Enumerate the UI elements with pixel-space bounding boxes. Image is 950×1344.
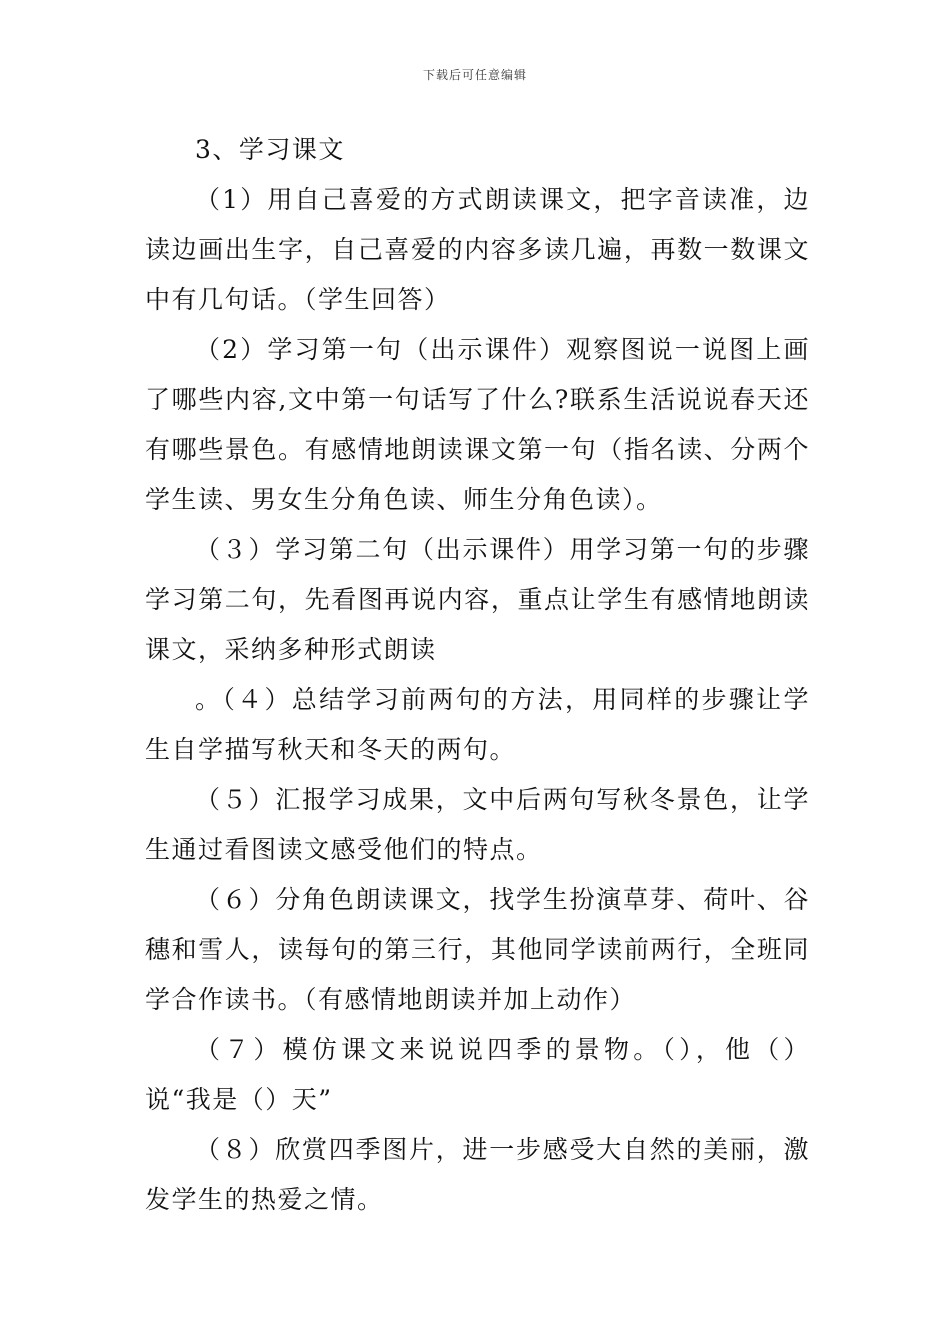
paragraph-step-1: （1）用自己喜爱的方式朗读课文，把字音读准，边读边画出生字，自己喜爱的内容多读几遍，再数一数课文中有几句话。（学生回答） [145, 185, 810, 314]
paragraph-step-6: （６）分角色朗读课文，找学生扮演草芽、荷叶、谷穗和雪人，读每句的第三行，其他同学读前两行，全班同学合作读书。（有感情地朗读并加上动作） [145, 885, 810, 1014]
section-heading: 3、学习课文 [195, 135, 345, 164]
document-body [145, 125, 810, 1225]
paragraph-step-3: （３）学习第二句（出示课件）用学习第一句的步骤学习第二句，先看图再说内容，重点让学生有感情地朗读课文，采纳多种形式朗读 [145, 535, 810, 664]
paragraph-step-7: （７）模仿课文来说说四季的景物。（），他（）说“我是（）天” [145, 1035, 810, 1114]
paragraph-step-2: （2）学习第一句（出示课件）观察图说一说图上画了哪些内容,文中第一句话写了什么?联系生活说说春天还有哪些景色。有感情地朗读课文第一句（指名读、分两个学生读、男女生分角色读、师生分角色读）。 [145, 335, 810, 514]
paragraph-step-4: 。（４）总结学习前两句的方法，用同样的步骤让学生自学描写秋天和冬天的两句。 [145, 685, 810, 764]
paragraph-step-8: （８）欣赏四季图片，进一步感受大自然的美丽，激发学生的热爱之情。 [145, 1135, 810, 1214]
paragraph-step-5: （５）汇报学习成果，文中后两句写秋冬景色，让学生通过看图读文感受他们的特点。 [145, 785, 810, 864]
page-header: 下载后可任意编辑 [422, 68, 527, 82]
